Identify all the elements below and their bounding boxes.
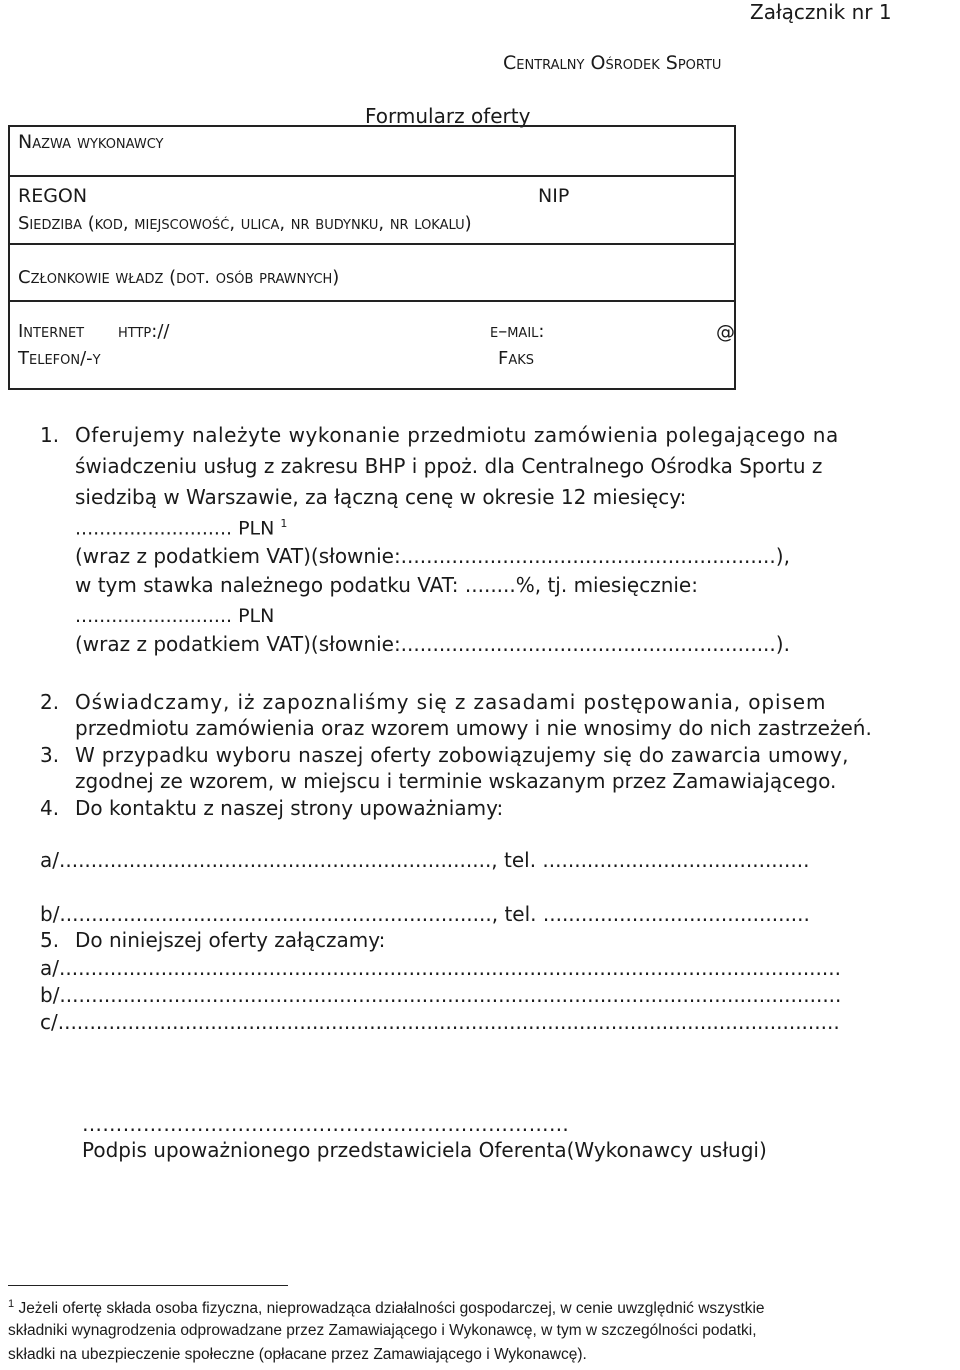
footnote-reference: 1 [280, 517, 288, 530]
section-3-line: W przypadku wyboru naszej oferty zobowiązujemy się do zawarcia umowy, [75, 743, 849, 767]
contractor-name-label: Nazwa wykonawcy [18, 131, 164, 153]
footnote-separator [8, 1285, 288, 1286]
email-label: e–mail: [490, 321, 545, 342]
section-5-number: 5. [40, 928, 60, 952]
section-3-number: 3. [40, 743, 60, 767]
fax-label: Faks [498, 348, 535, 369]
organization-name: Centralny Ośrodek Sportu [503, 52, 722, 74]
section-2-number: 2. [40, 690, 60, 714]
section-3-line: zgodnej ze wzorem, w miejscu i terminie wskazanym przez Zamawiającego. [75, 769, 837, 793]
footnote-number: 1 [8, 1298, 15, 1310]
seat-label: Siedziba (kod, miejscowość, ulica, nr budynku, nr lokalu) [18, 213, 472, 234]
section-4-text: Do kontaktu z naszej strony upoważniamy: [75, 796, 504, 820]
contact-person-a-field[interactable]: a/...................................................................., tel. .......................................... [40, 848, 810, 872]
section-2-line: Oświadczamy, iż zapoznaliśmy się z zasadami postępowania, opisem [75, 690, 827, 714]
attachment-b-field[interactable]: b/........................................................................................................................... [40, 983, 842, 1007]
section-4-number: 4. [40, 796, 60, 820]
attachment-a-field[interactable]: a/........................................................................................................................... [40, 956, 841, 980]
signature-line[interactable]: ……………………………………………………………… [82, 1112, 570, 1136]
footnote-line [8, 1298, 765, 1318]
phone-label: Telefon/-y [18, 348, 101, 369]
nip-label: NIP [538, 185, 570, 207]
monthly-price-dots: .......................... [75, 605, 233, 627]
section-1-line: Oferujemy należyte wykonanie przedmiotu zamówienia polegającego na [75, 423, 839, 447]
section-2-line: przedmiotu zamówienia oraz wzorem umowy i nie wnosimy do nich zastrzeżeń. [75, 716, 872, 740]
currency-label: PLN [238, 517, 275, 540]
internet-label: Internet [18, 321, 85, 342]
price-field[interactable] [75, 517, 287, 539]
footnote-line: składki na ubezpieczenie społeczne (opłacane przez Zamawiającego i Wykonawcę). [8, 1346, 587, 1363]
section-5-text: Do niniejszej oferty załączamy: [75, 928, 386, 952]
attachment-c-field[interactable]: c/........................................................................................................................... [40, 1010, 840, 1034]
section-1-line: siedzibą w Warszawie, za łączną cenę w okresie 12 miesięcy: [75, 485, 687, 509]
form-title: Formularz oferty [365, 104, 531, 128]
attachment-number: Załącznik nr 1 [750, 0, 892, 24]
monthly-price-field[interactable] [75, 605, 274, 627]
regon-label: REGON [18, 185, 88, 207]
http-label: http:// [118, 321, 170, 342]
row-divider [10, 175, 734, 177]
monthly-price-words-field[interactable]: (wraz z podatkiem VAT)(słownie:...........................................................). [75, 632, 790, 656]
gross-price-words-field[interactable]: (wraz z podatkiem VAT)(słownie:...........................................................), [75, 544, 790, 568]
vat-rate-line: w tym stawka należnego podatku VAT: ........%, tj. miesięcznie: [75, 573, 698, 597]
contact-person-b-field[interactable]: b/...................................................................., tel. .......................................... [40, 902, 810, 926]
at-sign: @ [716, 321, 735, 343]
contractor-details-box [8, 125, 736, 390]
row-divider [10, 243, 734, 245]
price-dots: .......................... [75, 517, 233, 540]
section-1-number: 1. [40, 423, 60, 447]
signature-label: Podpis upoważnionego przedstawiciela Oferenta(Wykonawcy usługi) [82, 1138, 767, 1162]
section-1-line: świadczeniu usług z zakresu BHP i ppoż. dla Centralnego Ośrodka Sportu z [75, 454, 823, 478]
row-divider [10, 300, 734, 302]
footnote-text: Jeżeli ofertę składa osoba fizyczna, nieprowadząca działalności gospodarczej, w cenie uwzględnić wszystkie [18, 1300, 765, 1318]
monthly-currency-label: PLN [238, 605, 275, 627]
footnote-line: składniki wynagrodzenia odprowadzane przez Zamawiającego i Wykonawcę, w tym w szczególności podatki, [8, 1322, 757, 1339]
board-members-label: Członkowie władz (dot. osób prawnych) [18, 267, 340, 288]
